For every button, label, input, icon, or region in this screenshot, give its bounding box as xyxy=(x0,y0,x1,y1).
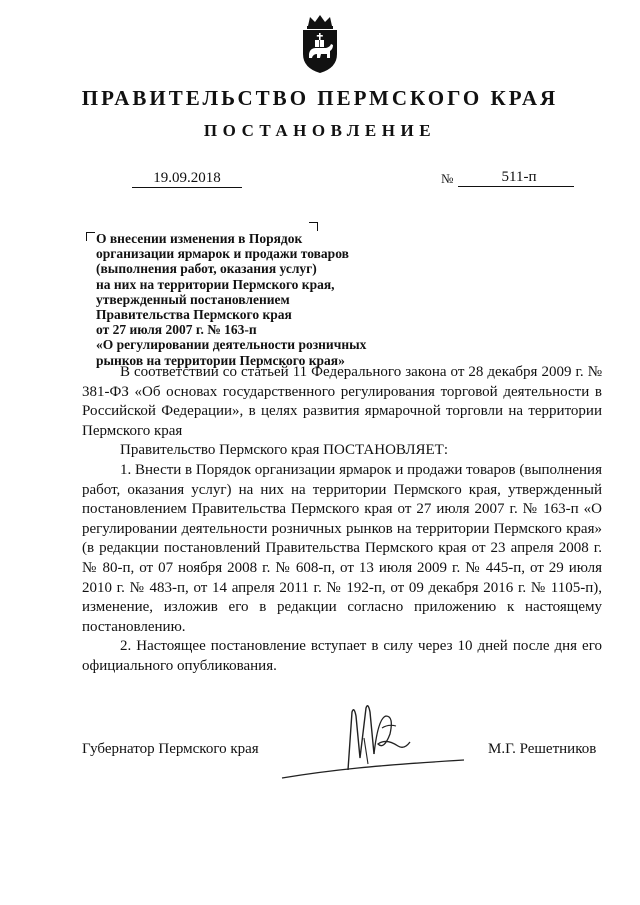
body-paragraph: Правительство Пермского края ПОСТАНОВЛЯЕТ: xyxy=(120,442,449,459)
document-body xyxy=(82,363,602,677)
subject-line: О внесении изменения в Порядок xyxy=(96,231,303,246)
subject-line: от 27 июля 2007 г. № 163-п xyxy=(96,322,257,338)
subject-line: Правительства Пермского края xyxy=(96,307,292,323)
signatory-name: М.Г. Решетников xyxy=(488,741,597,757)
subject-bracket-right xyxy=(309,222,318,231)
handwritten-signature xyxy=(278,698,468,788)
subject-line: на них на территории Пермского края, xyxy=(96,276,335,292)
signatory-position: Губернатор Пермского края xyxy=(82,741,259,757)
document-type: ПОСТАНОВЛЕНИЕ xyxy=(203,121,437,140)
body-paragraph: В соответствии со статьей 11 Федерального закона от 28 декабря 2009 г. № 381-ФЗ «Об основах государственного регулирования торговой деятельности в Российской Федерации», в целях развития ярмарочной торговли на территории Пермского края xyxy=(82,364,602,439)
document-subject xyxy=(96,231,416,368)
coat-of-arms-emblem xyxy=(298,14,342,74)
subject-bracket-left xyxy=(86,232,95,241)
document-number: 511-п xyxy=(458,168,574,187)
subject-line: организации ярмарок и продажи товаров xyxy=(96,246,349,262)
subject-line: рынков на территории Пермского края» xyxy=(96,352,345,368)
subject-line: «О регулировании деятельности розничных xyxy=(96,337,367,353)
document-date: 19.09.2018 xyxy=(132,169,242,188)
subject-line: утвержденный постановлением xyxy=(96,291,290,307)
number-label: № xyxy=(441,171,454,186)
subject-line: (выполнения работ, оказания услуг) xyxy=(96,261,317,277)
body-paragraph: 1. Внести в Порядок организации ярмарок и продажи товаров (выполнения работ, оказания услуг) на них на территории Пермского края, утвержденный постановлением Правительства Пермского края от 27 июля 2007 г. № 163-п «О регулировании деятельности розничных рынков на территории Пермского края» (в редакции постановлений Правительства Пермского края от 23 апреля 2008 г. № 80-п, от 07 ноября 2008 г. № 608-п, от 13 июля 2009 г. № 445-п, от 29 июля 2010 г. № 483-п, от 14 апреля 2011 г. № 192-п, от 09 декабря 2016 г. № 1105-п), изменение, изложив его в редакции согласно приложению к настоящему постановлению. xyxy=(82,461,602,635)
government-title: ПРАВИТЕЛЬСТВО ПЕРМСКОГО КРАЯ xyxy=(81,86,559,110)
body-paragraph: 2. Настоящее постановление вступает в силу через 10 дней после дня его официального опубликования. xyxy=(82,638,602,674)
